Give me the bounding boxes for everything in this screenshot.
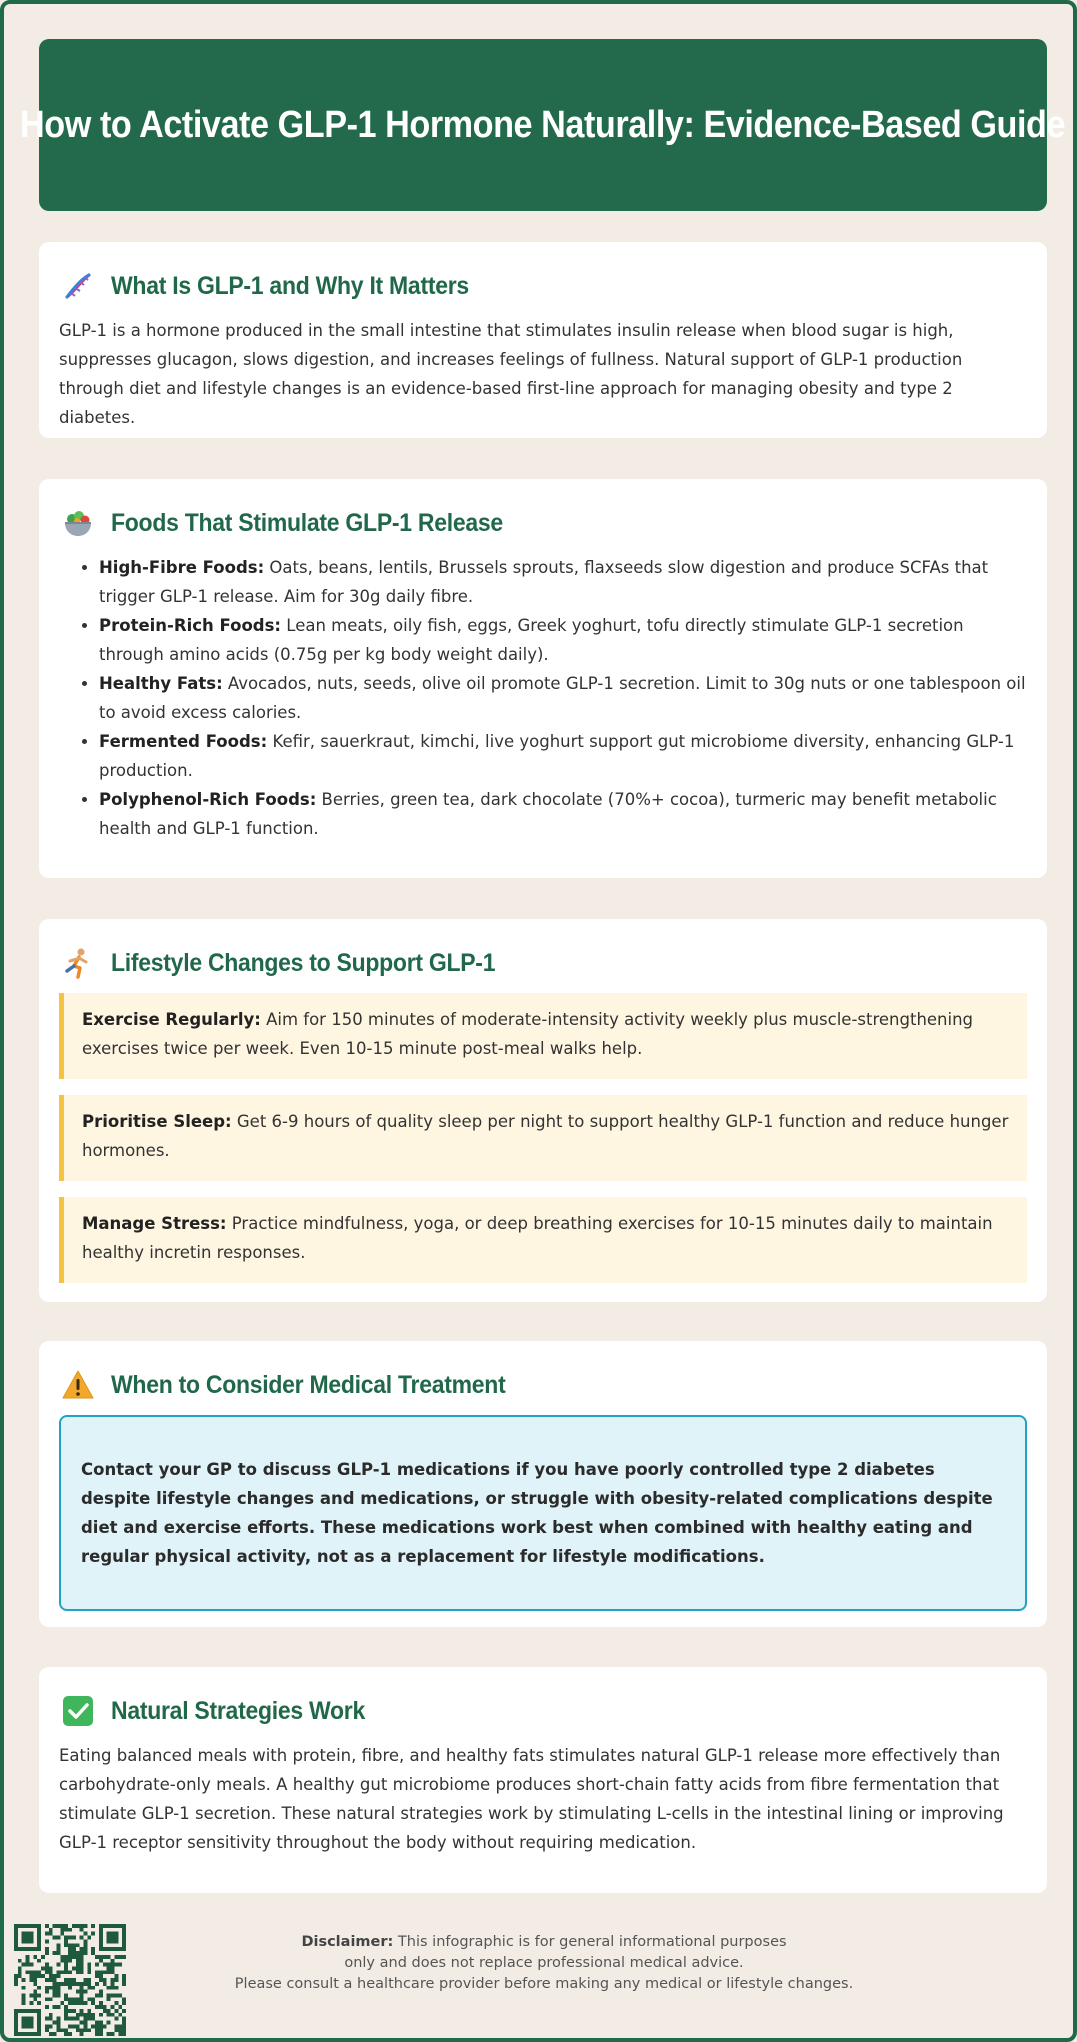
section-body: GLP-1 is a hormone produced in the small intestine that stimulates insulin release when blood sugar is high, suppresses glucagon, slows digestion, and increases feelings of fullness. Natural support of GLP-1 production through diet and lifestyle changes is an evidence-based first-line approach for managing obesity and type 2 diabetes. — [59, 321, 963, 427]
medical-notice: Contact your GP to discuss GLP-1 medications if you have poorly controlled type 2 diabetes despite lifestyle changes and medications, or struggle with obesity-related complications despite diet and exercise efforts. These medications work best when combined with healthy eating and regular physical activity, not as a replacement for lifestyle modifications. — [59, 1415, 1027, 1611]
tip-text: Get 6-9 hours of quality sleep per night to support healthy GLP-1 function and reduce hunger hormones. — [82, 1112, 1009, 1160]
running-person-icon — [61, 946, 95, 980]
list-item-text: Lean meats, oily fish, eggs, Greek yoghurt, tofu directly stimulate GLP-1 secretion through amino acids (0.75g per kg body weight daily). — [99, 616, 964, 664]
section-heading — [59, 264, 1027, 308]
section-medical-treatment — [39, 1341, 1047, 1627]
page-header — [20, 39, 1066, 211]
lifestyle-tip — [59, 1197, 1027, 1283]
tip-label: Manage Stress: — [82, 1214, 227, 1233]
list-item-label: Protein-Rich Foods: — [99, 616, 282, 635]
disclaimer-line — [194, 1932, 894, 1953]
tip-label: Prioritise Sleep: — [82, 1112, 232, 1131]
disclaimer-label: Disclaimer: — [301, 1934, 394, 1950]
section-title: What Is GLP-1 and Why It Matters — [111, 271, 469, 300]
list-item — [99, 669, 1027, 727]
tip-text: Practice mindfulness, yoga, or deep breathing exercises for 10-15 minutes daily to maintain healthy incretin responses. — [82, 1214, 993, 1262]
section-foods — [39, 479, 1047, 878]
section-heading — [59, 941, 1027, 985]
list-item-label: Healthy Fats: — [99, 674, 223, 693]
disclaimer-line: Please consult a healthcare provider before making any medical or lifestyle changes. — [234, 1976, 854, 1992]
list-item-text: Oats, beans, lentils, Brussels sprouts, flaxseeds slow digestion and produce SCFAs that trigger GLP-1 release. Aim for 30g daily fibre. — [99, 558, 989, 606]
list-item — [99, 785, 1027, 843]
lifestyle-tip — [59, 1095, 1027, 1181]
foods-list — [99, 553, 1027, 843]
salad-bowl-icon — [61, 506, 95, 540]
section-body: Eating balanced meals with protein, fibre, and healthy fats stimulates natural GLP-1 release more effectively than carbohydrate-only meals. A healthy gut microbiome produces short-chain fatty acids from fibre fermentation that stimulate GLP-1 secretion. These natural strategies work by stimulating L-cells in the intestinal lining or improving GLP-1 receptor sensitivity throughout the body without requiring medication. — [59, 1746, 1004, 1852]
list-item-label: Polyphenol-Rich Foods: — [99, 790, 317, 809]
tip-label: Exercise Regularly: — [82, 1010, 261, 1029]
warning-icon — [61, 1368, 95, 1402]
disclaimer — [194, 1932, 894, 1995]
list-item-label: Fermented Foods: — [99, 732, 268, 751]
section-natural-strategies — [39, 1667, 1047, 1893]
page-title: How to Activate GLP-1 Hormone Naturally: Evidence-Based Guide — [20, 103, 1066, 146]
qr-code-icon — [14, 1924, 126, 2036]
list-item — [99, 611, 1027, 669]
section-heading — [59, 1363, 1027, 1407]
disclaimer-text: This infographic is for general informational purposes — [393, 1934, 787, 1950]
tip-text: Aim for 150 minutes of moderate-intensity activity weekly plus muscle-strengthening exercises twice per week. Even 10-15 minute post-meal walks help. — [82, 1010, 974, 1058]
lifestyle-tip — [59, 993, 1027, 1079]
list-item — [99, 553, 1027, 611]
check-mark-icon — [61, 1694, 95, 1728]
disclaimer-line: only and does not replace professional medical advice. — [344, 1955, 744, 1971]
section-title: When to Consider Medical Treatment — [111, 1370, 506, 1399]
list-item-text: Berries, green tea, dark chocolate (70%+ cocoa), turmeric may benefit metabolic health and GLP-1 function. — [99, 790, 997, 838]
section-title: Natural Strategies Work — [111, 1696, 365, 1725]
section-heading — [59, 501, 1027, 545]
section-heading — [59, 1689, 1027, 1733]
section-what-is-glp1 — [39, 242, 1047, 438]
list-item-label: High-Fibre Foods: — [99, 558, 265, 577]
section-lifestyle — [39, 919, 1047, 1302]
dna-icon — [61, 269, 95, 303]
section-title: Lifestyle Changes to Support GLP-1 — [111, 948, 496, 977]
list-item-text: Kefir, sauerkraut, kimchi, live yoghurt support gut microbiome diversity, enhancing GLP-1 production. — [99, 732, 1015, 780]
list-item — [99, 727, 1027, 785]
list-item-text: Avocados, nuts, seeds, olive oil promote GLP-1 secretion. Limit to 30g nuts or one tablespoon oil to avoid excess calories. — [99, 674, 1026, 722]
section-title: Foods That Stimulate GLP-1 Release — [111, 508, 503, 537]
